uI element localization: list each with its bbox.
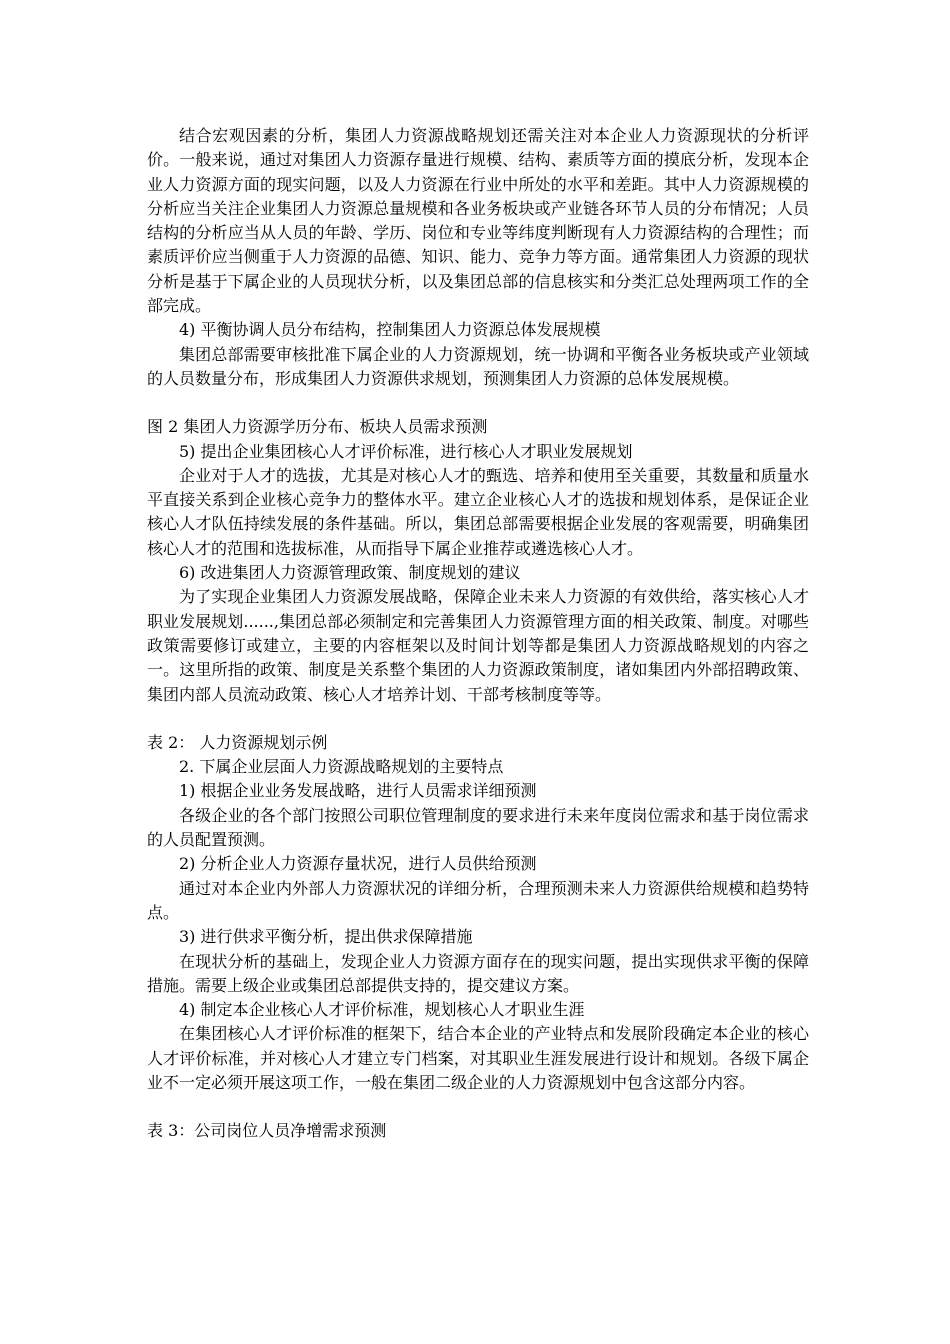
heading-item-5: 5) 提出企业集团核心人才评价标准，进行核心人才职业发展规划 <box>179 441 633 461</box>
paragraph-balance-distribution: 集团总部需要审核批准下属企业的人力资源规划，统一协调和平衡各业务板块或产业领域的人员数量分布，形成集团人力资源供求规划，预测集团人力资源的总体发展规模。 <box>147 344 809 388</box>
section-2-item-4: 4) 制定本企业核心人才评价标准，规划核心人才职业生涯 <box>179 1000 585 1020</box>
table-3-caption: 表 3：公司岗位人员净增需求预测 <box>147 1121 387 1141</box>
section-2-item-3: 3) 进行供求平衡分析，提出供求保障措施 <box>179 927 473 947</box>
paragraph-policy-suggestions: 为了实现企业集团人力资源发展战略，保障企业未来人力资源的有效供给，落实核心人才职业发展规划......,集团总部必须制定和完善集团人力资源管理方面的相关政策、制度。对哪些政策需要修订或建立，主要的内容框架以及时间计划等都是集团人力资源战略规划的内容之一。这里所指的政策、制度是关系整个集团的人力资源政策制度，诸如集团内外部招聘政策、集团内部人员流动政策、核心人才培养计划、干部考核制度等等。 <box>147 587 809 704</box>
section-2-item-1: 1) 根据企业业务发展战略，进行人员需求详细预测 <box>179 781 537 801</box>
section-2-heading: 2. 下属企业层面人力资源战略规划的主要特点 <box>179 757 504 777</box>
document-body <box>147 124 809 1144</box>
section-2-item-2: 2) 分析企业人力资源存量状况，进行人员供给预测 <box>179 854 537 874</box>
paragraph-current-analysis: 结合宏观因素的分析，集团人力资源战略规划还需关注对本企业人力资源现状的分析评价。一般来说，通过对集团人力资源存量进行规模、结构、素质等方面的摸底分析，发现本企业人力资源方面的现实问题，以及人力资源在行业中所处的水平和差距。其中人力资源规模的分析应当关注企业集团人力资源总量规模和各业务板块或产业链各环节人员的分布情况；人员结构的分析应当从人员的年龄、学历、岗位和专业等纬度判断现有人力资源结构的合理性；而素质评价应当侧重于人力资源的品德、知识、能力、竞争力等方面。通常集团人力资源的现状分析是基于下属企业的人员现状分析，以及集团总部的信息核实和分类汇总处理两项工作的全部完成。 <box>147 126 809 316</box>
figure-2-caption: 图 2 集团人力资源学历分布、板块人员需求预测 <box>147 417 488 437</box>
paragraph-balance-measures: 在现状分析的基础上，发现企业人力资源方面存在的现实问题，提出实现供求平衡的保障措施。需要上级企业或集团总部提供支持的，提交建议方案。 <box>147 951 809 995</box>
paragraph-demand-forecast: 各级企业的各个部门按照公司职位管理制度的要求进行未来年度岗位需求和基于岗位需求的人员配置预测。 <box>147 805 809 850</box>
paragraph-career-planning: 在集团核心人才评价标准的框架下，结合本企业的产业特点和发展阶段确定本企业的核心人才评价标准，并对核心人才建立专门档案，对其职业生涯发展进行设计和规划。各级下属企业不一定必须开展这项工作，一般在集团二级企业的人力资源规划中包含这部分内容。 <box>147 1024 809 1092</box>
heading-item-4: 4) 平衡协调人员分布结构，控制集团人力资源总体发展规模 <box>179 320 601 340</box>
table-2-caption: 表 2： 人力资源规划示例 <box>147 732 328 752</box>
paragraph-core-talent: 企业对于人才的选拔，尤其是对核心人才的甄选、培养和使用至关重要，其数量和质量水平直接关系到企业核心竞争力的整体水平。建立企业核心人才的选拔和规划体系，是保证企业核心人才队伍持续发展的条件基础。所以，集团总部需要根据企业发展的客观需要，明确集团核心人才的范围和选拔标准，从而指导下属企业推荐或遴选核心人才。 <box>147 465 809 558</box>
paragraph-supply-forecast: 通过对本企业内外部人力资源状况的详细分析，合理预测未来人力资源供给规模和趋势特点。 <box>147 878 809 922</box>
heading-item-6: 6) 改进集团人力资源管理政策、制度规划的建议 <box>179 563 521 583</box>
